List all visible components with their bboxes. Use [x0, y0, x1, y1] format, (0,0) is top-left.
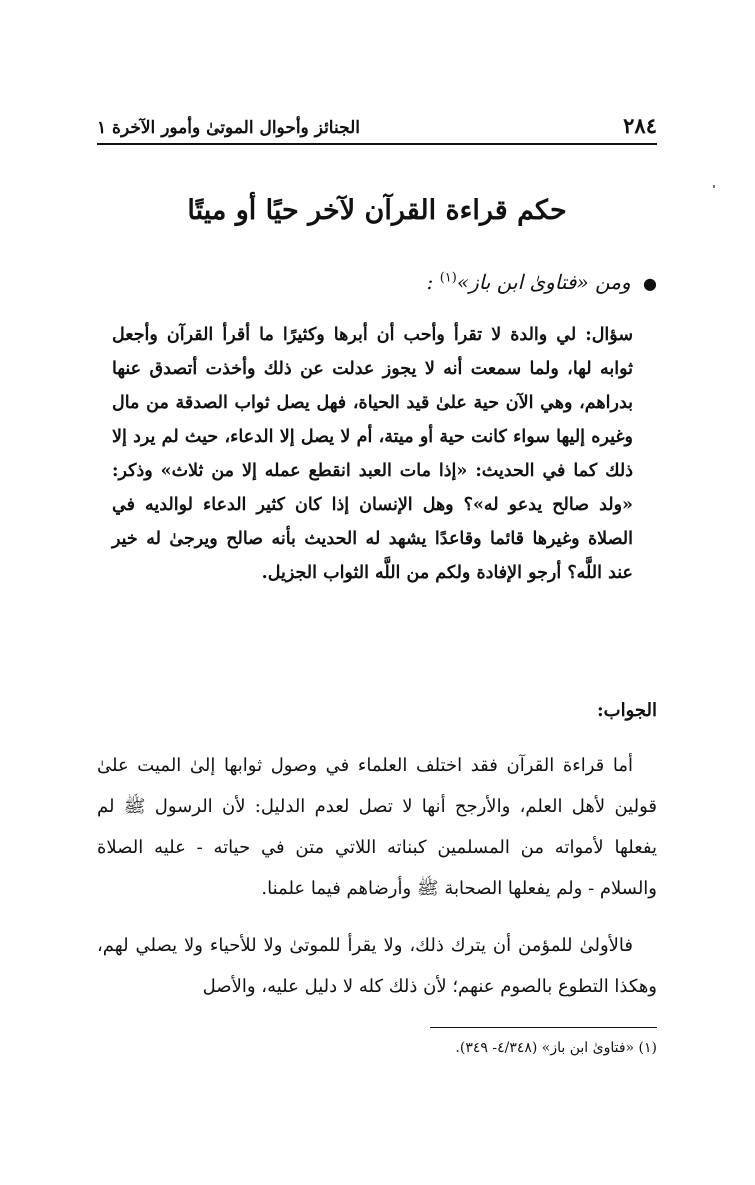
- header-divider: [97, 143, 657, 145]
- source-line: [97, 270, 657, 294]
- answer-paragraph: فالأولىٰ للمؤمن أن يترك ذلك، ولا يقرأ للموتىٰ ولا للأحياء ولا يصلي لهم، وهكذا التطوع بالصوم عنهم؛ لأن ذلك كله لا دليل عليه، والأصل: [97, 935, 657, 997]
- running-title: الجنائز وأحوال الموتىٰ وأمور الآخرة ١: [97, 118, 360, 138]
- section-title: حكم قراءة القرآن لآخر حيًا أو ميتًا: [187, 195, 567, 226]
- scan-speck: [713, 185, 715, 188]
- bullet-icon: ●: [643, 274, 657, 293]
- page-number: ٢٨٤: [623, 113, 657, 138]
- footnote-divider: [430, 1027, 657, 1028]
- source-colon: :: [426, 270, 434, 294]
- running-header: [97, 113, 657, 138]
- question-text: سؤال: لي والدة لا تقرأ وأحب أن أبرها وكثيرًا ما أقرأ القرآن وأجعل ثوابه لها، ولما سمعت أنه لا يجوز عدلت عن ذلك وأخذت أتصدق عنها بدراهم، وهي الآن حية علىٰ قيد الحياة، فهل يصل ثواب الصدقة من مال وغيره إليها سواء كانت حية أو ميتة، أم لا يصل إلا الدعاء، حيث لم يرد إلا ذلك كما في الحديث: «إذا مات العبد انقطع عمله إلا من ثلاث» وذكر: «ولد صالح يدعو له»؟ وهل الإنسان إذا كان كثير الدعاء لوالديه في الصلاة وغيرها قائما وقاعدًا يشهد له الحديث بأنه صالح ويرجىٰ له خير عند اللَّه؟ أرجو الإفادة ولكم من اللَّه الثواب الجزيل.: [112, 325, 633, 583]
- answer-label: الجواب:: [597, 700, 657, 721]
- source-text: ومن «فتاوىٰ ابن باز»: [456, 270, 631, 294]
- footnote: (١) «فتاوىٰ ابن باز» (٤/٣٤٨- ٣٤٩).: [455, 1040, 657, 1056]
- answer-paragraph: أما قراءة القرآن فقد اختلف العلماء في وصول ثوابها إلىٰ الميت علىٰ قولين لأهل العلم، والأرجح أنها لا تصل لعدم الدليل: لأن الرسول ﷺ لم يفعلها لأمواته من المسلمين كبناته اللاتي متن في حياته - عليه الصلاة والسلام - ولم يفعلها الصحابة ﷺ وأرضاهم فيما علمنا.: [97, 755, 657, 899]
- footnote-reference[interactable]: (١): [439, 270, 457, 286]
